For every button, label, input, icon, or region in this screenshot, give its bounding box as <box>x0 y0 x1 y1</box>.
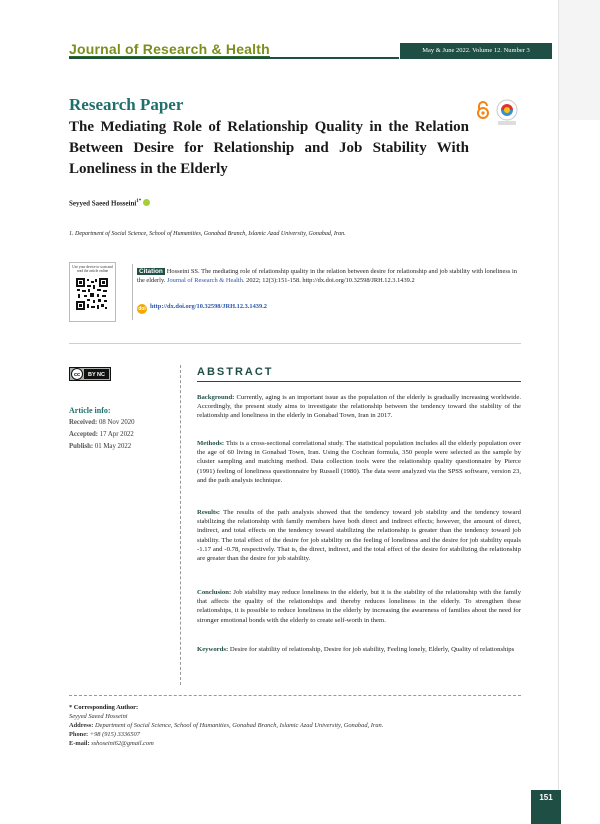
corresponding-phone <box>69 730 140 739</box>
keywords-text: Desire for stability of relationship, Desire for job stability, Feeling lonely, Elderly, Quality of relationships <box>229 646 515 653</box>
doi-row <box>137 303 267 314</box>
abstract-keywords <box>197 645 521 654</box>
paper-type: Research Paper <box>69 95 184 114</box>
author-name: Seyyed Saeed Hosseini <box>69 199 137 208</box>
conclusion-text: Job stability may reduce loneliness in the elderly, but it is the stability of the relationship with the family that affects the quality of the relationships and thereby reduces loneliness in the elderly. To strengthen these relationships, it is possible to reduce loneliness in the elderly by increasing the awareness of families about the need for stronger emotional bonds with the elderly to create self-worth in them. <box>197 589 522 624</box>
abstract-heading: ABSTRACT <box>197 366 274 378</box>
author-line <box>69 199 150 207</box>
page-number: 151 <box>539 793 553 802</box>
author-superscript: 1* <box>136 199 142 204</box>
cc-license-text: BY NC <box>87 372 106 379</box>
corresponding-email <box>69 739 154 748</box>
address-text: Department of Social Science, School of Humanities, Gonabad Branch, Islamic Azad University, Gonabad, Iran. <box>95 722 384 729</box>
email-label: E-mail: <box>69 740 90 747</box>
doi-icon: doi <box>138 306 146 312</box>
accepted-row <box>69 430 134 439</box>
citation-journal-link[interactable]: Journal of Research & Health. <box>166 277 245 285</box>
results-text: The results of the path analysis showed that the tendency toward job stability and the tendency toward stabilizing the relationship with family members have both direct and indirect effects; however, the amount of direct, indirect, and total effects on the tendency toward stabilizing the relationship is greater than the tendency toward job stability. The total effect of the desire for job stability on the feeling of loneliness and the desire for job stability equals -1.17 and -0.78, respectively. That is, the direct, indirect, and the total effect of the desire for stabilizing the relationship are greater than the desire for job stability. <box>197 509 521 563</box>
abstract-rule <box>197 381 521 382</box>
keywords-label: Keywords: <box>197 646 229 653</box>
received-row <box>69 418 135 427</box>
crossmark-icon[interactable] <box>496 99 518 127</box>
column-separator <box>180 365 181 685</box>
email-text[interactable]: sshoseini62@gmail.com <box>91 740 154 747</box>
corresponding-name: Seyyed Saeed Hosseini <box>69 713 128 720</box>
scan-box <box>69 262 116 322</box>
publish-row <box>69 442 131 451</box>
citation-section <box>69 258 521 324</box>
conclusion-label: Conclusion: <box>197 589 232 596</box>
phone-label: Phone: <box>69 731 89 738</box>
corresponding-title: * Corresponding Author: <box>69 704 139 711</box>
citation-body: Hosseini SS. The mediating role of relationship quality in the relation between desire for relationship and job stability with loneliness in the elderly. <box>137 268 517 285</box>
abstract-conclusion <box>197 588 521 625</box>
header-bar <box>69 57 399 59</box>
corresponding-address <box>69 721 383 730</box>
scan-label: Use your device to scan and read the article online <box>72 265 113 274</box>
methods-text: This is a cross-sectional correlational study. The statistical population includes all the elderly population over the age of 60 living in Gonabad Town, Iran. Using the Cochran formula, 350 people were selected as the sample by cluster sampling and matching method. Data collection tools were the relationship quality questionnaire by Pierce (1991) feeling of loneliness questionnaire by Russell (1980). The data were analyzed via the SPSS software, version 23, and the path analysis technique. <box>197 440 521 484</box>
abstract-background <box>197 393 521 421</box>
bottom-separator <box>69 695 521 696</box>
orcid-icon[interactable] <box>143 199 150 206</box>
open-access-icon <box>476 101 490 119</box>
results-label: Results: <box>197 509 221 516</box>
received-label: Received: <box>69 419 98 426</box>
cc-text: cc <box>73 372 81 378</box>
citation-label: Citation <box>139 268 163 275</box>
issue-info: May & June 2022. Volume 12. Number 3 <box>400 43 552 59</box>
side-tab-strip <box>558 0 600 120</box>
qr-code-icon[interactable] <box>75 277 109 311</box>
side-tab-line <box>558 0 559 824</box>
background-label: Background: <box>197 394 235 401</box>
received-date: 08 Nov 2020 <box>99 419 135 426</box>
creative-commons-icon[interactable] <box>69 367 111 381</box>
abstract-methods <box>197 439 521 485</box>
doi-link[interactable]: http://dx.doi.org/10.32598/JRH.12.3.1439.2 <box>150 303 267 310</box>
abstract-results <box>197 508 521 563</box>
publish-label: Publish: <box>69 443 94 450</box>
citation-rest: 2022; 12(3):151-158. http://dx.doi.org/10.32598/JRH.12.3.1439.2 <box>246 277 415 285</box>
phone-text: +98 (915) 3336507 <box>89 731 140 738</box>
publish-date: 01 May 2022 <box>94 443 132 450</box>
address-label: Address: <box>69 722 94 729</box>
citation-text <box>137 267 517 286</box>
affiliation: 1. Department of Social Science, School of Humanities, Gonabad Branch, Islamic Azad University, Gonabad, Iran. <box>69 231 346 237</box>
paper-title: The Mediating Role of Relationship Quality in the Relation Between Desire for Relationship and Job Stability With Loneliness in the Elderly <box>69 119 469 177</box>
article-info-title: Article info: <box>69 406 111 415</box>
methods-label: Methods: <box>197 440 225 447</box>
journal-title: Journal of Research & Health <box>69 41 270 57</box>
background-text: Currently, aging is an important issue as the population of the elderly is gradually increasing worldwide. Accordingly, the present study aims to investigate the relationship between the tendency toward the stability of the relationship and loneliness in the elderly in Gonabad Town, Iran in 2017. <box>197 394 522 420</box>
top-separator <box>69 343 521 344</box>
accepted-label: Accepted: <box>69 431 99 438</box>
accepted-date: 17 Apr 2022 <box>99 431 134 438</box>
